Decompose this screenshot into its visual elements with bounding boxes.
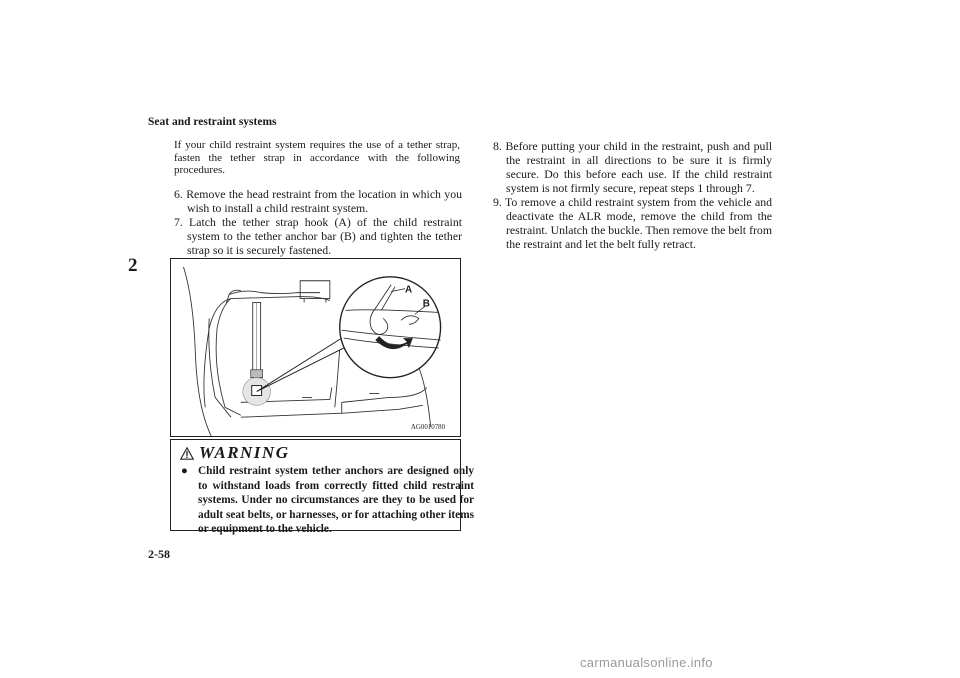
page-number: 2-58 [148, 547, 170, 561]
steps-left-column [174, 187, 462, 257]
label-a: A [404, 284, 413, 296]
warning-title: WARNING [199, 443, 290, 462]
tether-figure [170, 258, 461, 437]
tether-illustration [171, 259, 460, 436]
warning-box [170, 439, 474, 535]
step-9: 9. To remove a child restraint system from the vehicle and deactivate the ALR mode, remove the child from the restraint. Unlatch the buckle. Then remove the belt from the restraint and let the belt fully retract. [493, 195, 772, 251]
watermark: carmanualsonline.info [580, 655, 713, 670]
step-8: 8. Before putting your child in the restraint, push and pull the restraint in all directions to be sure it is firmly secure. Do this before each use. If the child restraint system is not firmly secure, repeat steps 1 through 7. [493, 139, 772, 195]
warning-text-content: Child restraint system tether anchors are designed only to withstand loads from correctly fitted child restraint systems. Under no circumstances are they to be used for adult seat belts, or harnesses, or for attaching other items or equipment to the vehicle. [198, 465, 474, 535]
bullet-icon: ● [181, 465, 188, 477]
steps-right-column [493, 139, 772, 251]
zoom-circle [340, 277, 441, 378]
intro-paragraph: If your child restraint system requires the use of a tether strap, fasten the tether strap in accordance with the following procedures. [174, 139, 460, 176]
warning-triangle-icon [180, 447, 194, 460]
chapter-tab: 2 [128, 255, 138, 276]
warning-text [181, 464, 474, 537]
warning-heading [180, 443, 289, 463]
seat-belt-drawing [243, 303, 271, 406]
figure-code: AG0010780 [410, 424, 446, 432]
page-header: Seat and restraint systems [148, 116, 277, 128]
step-6: 6. Remove the head restraint from the location in which you wish to install a child restraint system. [174, 187, 462, 215]
label-b: B [422, 298, 430, 310]
zoom-leader [257, 338, 348, 391]
step-7: 7. Latch the tether strap hook (A) of the child restraint system to the tether anchor bar (B) and tighten the tether strap so it is securely fastened. [174, 215, 462, 257]
